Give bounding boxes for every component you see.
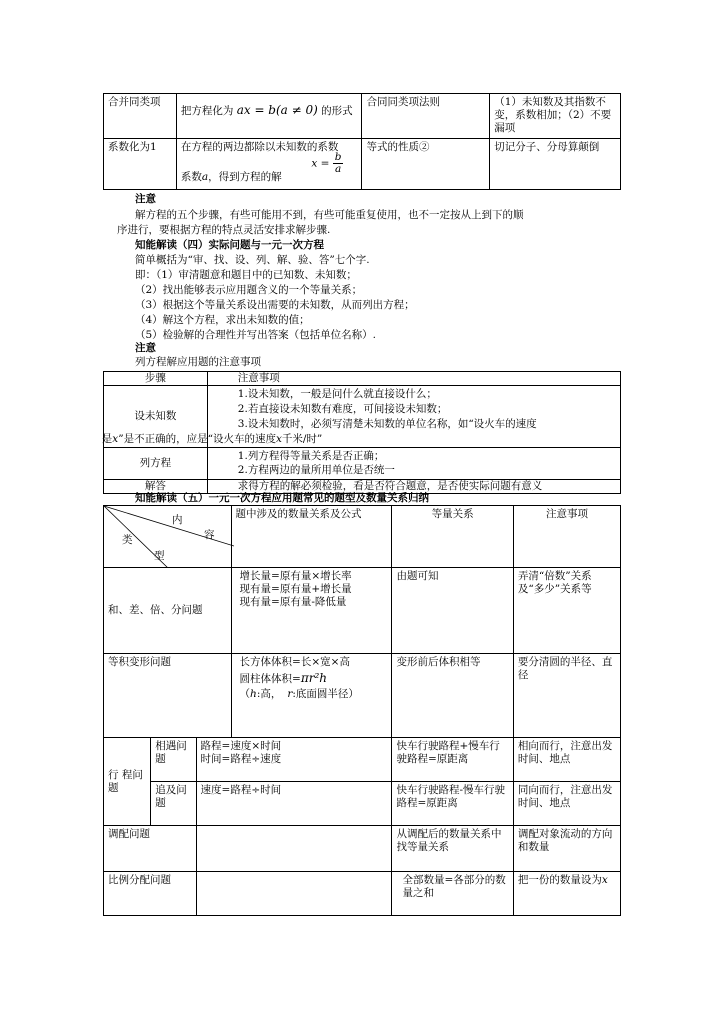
header-cell: 题中涉及的数量关系及公式 [231, 506, 392, 568]
type-cell: 和、差、倍、分问题 [104, 568, 232, 654]
section-intro: 简单概括为“审、找、设、列、解、验、答”七个字. [135, 254, 370, 266]
formula-cell: 路程=速度×时间 时间=路程÷速度 [196, 738, 392, 782]
basis-cell: 等式的性质② [362, 139, 490, 190]
note-cell: 弄清“倍数”关系及“多少”关系等 [513, 568, 620, 654]
table-row [104, 654, 621, 738]
relation-cell: 全部数量=各部分的数量之和 [392, 872, 513, 916]
subtype-cell: 相遇问题 [151, 738, 196, 782]
step-item: （2）找出能够表示应用题含义的一个等量关系； [135, 284, 363, 296]
table-row [104, 872, 621, 916]
header-label: 容 [204, 529, 215, 541]
note-text: 解方程的五个步骤，有些可能用不到，有些可能重复使用，也不一定按从上到下的顺 [135, 209, 524, 221]
note-title: 注意 [135, 342, 156, 354]
note-text: 序进行，要根据方程的特点灵活安排求解步骤. [117, 224, 331, 236]
formula-cell: 增长量=原有量×增长率 现有量=原有量+增长量 现有量=原有量-降低量 [231, 568, 392, 654]
relation-cell: 由题可知 [392, 568, 513, 654]
header-cell: 等量关系 [392, 506, 513, 568]
operation-cell: 把方程化为 ax = b(a ≠ 0) 的形式 [176, 94, 362, 139]
table-row [104, 568, 621, 654]
table-row [104, 448, 621, 480]
solve-steps-table [103, 93, 621, 190]
step-cell: 列方程 [104, 448, 208, 480]
table-row [104, 506, 621, 568]
header-label: 类 [122, 534, 133, 546]
formula-cell: 长方体体积=长×宽×高 圆柱体体积=πr²h （h:高， r:底面圆半径） [231, 654, 392, 738]
note-cell: 把一份的数量设为x [513, 872, 620, 916]
operation-cell: 在方程的两边都除以未知数的系数 x = $\frac{b}{a}$ 系数a，得到方程的解 [176, 139, 362, 190]
step-item: （5）检验解的合理性并写出答案（包括单位名称）. [135, 329, 377, 341]
formula-cell: 速度=路程÷时间 [196, 782, 392, 826]
equation-formula: ax = b(a ≠ 0) [236, 103, 318, 117]
header-cell: 步骤 [104, 372, 208, 386]
note-cell: 相向而行，注意出发时间、地点 [513, 738, 620, 782]
note-cell: 要分清圆的半径、直径 [513, 654, 620, 738]
note-cell: 求得方程的解必须检验，看是否符合题意，是否使实际问题有意义 [207, 480, 620, 494]
fraction-b-over-a: $\frac{b}{a}$ [334, 151, 342, 175]
subtype-cell: 追及问题 [151, 782, 196, 826]
relation-cell: 从调配后的数量关系中找等量关系 [392, 826, 513, 872]
table-row [104, 738, 621, 782]
step-item: （3）根据这个等量关系设出需要的未知数，从而列出方程； [135, 299, 415, 311]
step-cell: 系数化为1 [104, 139, 177, 190]
header-cell: 注意事项 [513, 506, 620, 568]
step-item: 即：（1）审清题意和题目中的已知数、未知数； [135, 269, 357, 281]
step-cell: 设未知数 [104, 386, 208, 448]
basis-cell: 合同同类项法则 [362, 94, 490, 139]
section-title: 知能解读（四）实际问题与一元一次方程 [135, 239, 324, 251]
table-row [104, 139, 621, 190]
table-caption: 列方程解应用题的注意事项 [135, 356, 261, 368]
type-cell: 行 程问题 [104, 738, 151, 826]
note-title: 注意 [135, 193, 156, 205]
formula-cell [196, 826, 392, 872]
header-label: 内 [172, 514, 183, 526]
note-cell: 1.列方程得等量关系是否正确； 2.方程两边的量所用单位是否统一 [207, 448, 620, 480]
application-notes-table [103, 371, 621, 494]
table-row [104, 826, 621, 872]
header-label: 型 [154, 550, 165, 562]
note-cell: 调配对象流动的方向和数量 [513, 826, 620, 872]
table-row [104, 94, 621, 139]
note-cell: 1.设未知数，一般是问什么就直接设什么； 2.若直接设未知数有难度，可间接设未知数； 3.设未知数时，必须写清楚未知数的单位名称，如“设火车的速度 是x”是不正确的，应是“设火车的速度x千米/时” [207, 386, 620, 448]
type-cell: 等积变形问题 [104, 654, 232, 738]
relation-cell: 快车行驶路程+慢车行驶路程=原距离 [392, 738, 513, 782]
header-cell: 注意事项 [207, 372, 620, 386]
type-cell: 比例分配问题 [104, 872, 197, 916]
note-cell: 同向而行，注意出发时间、地点 [513, 782, 620, 826]
note-cell: 切记分子、分母算颠倒 [490, 139, 621, 190]
type-cell: 调配问题 [104, 826, 197, 872]
section-title: 知能解读（五）一元一次方程应用题常见的题型及数量关系归纳 [135, 492, 429, 504]
step-item: （4）解这个方程，求出未知数的值； [135, 314, 310, 326]
problem-types-table [103, 505, 621, 916]
formula-cell [196, 872, 392, 916]
step-cell: 合并同类项 [104, 94, 177, 139]
step-cell: 解答 [104, 480, 208, 494]
relation-cell: 变形前后体积相等 [392, 654, 513, 738]
relation-cell: 快车行驶路程-慢车行驶路程=原距离 [392, 782, 513, 826]
table-row [104, 782, 621, 826]
table-row [104, 372, 621, 386]
diagonal-header-cell [104, 506, 232, 568]
table-row [104, 386, 621, 448]
note-cell: （1）未知数及其指数不变，系数相加；（2）不要漏项 [490, 94, 621, 139]
